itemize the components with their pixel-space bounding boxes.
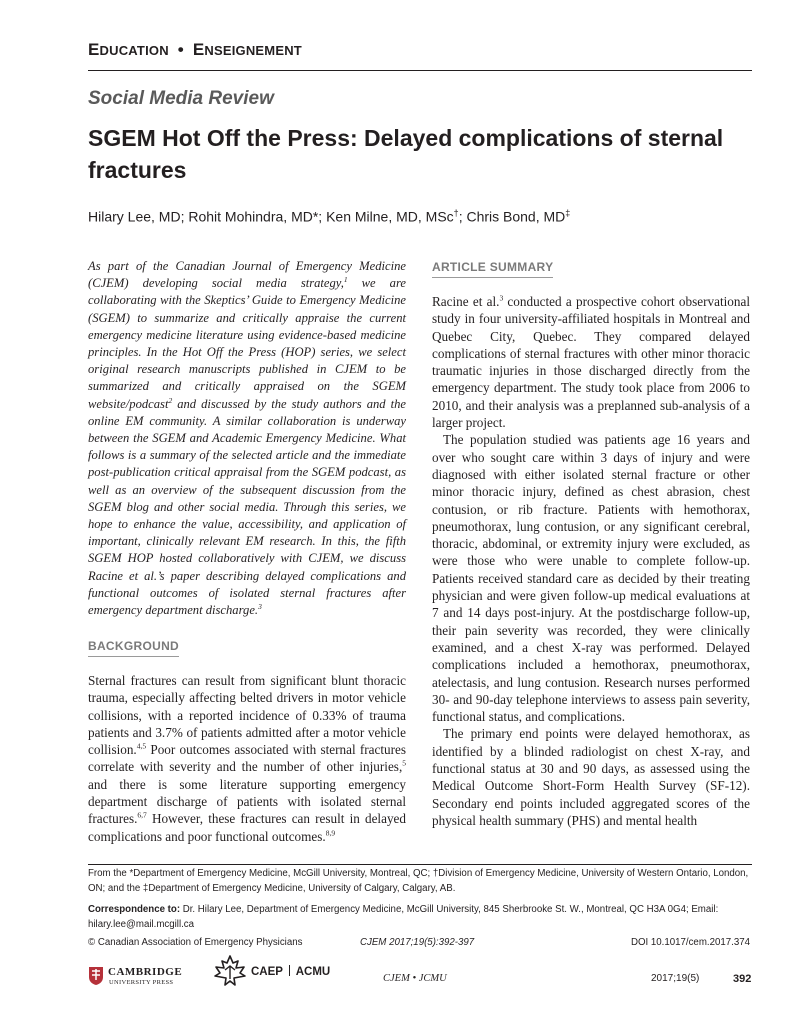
article-summary-heading-text: ARTICLE SUMMARY — [432, 260, 553, 278]
cambridge-press: UNIVERSITY PRESS — [109, 979, 174, 986]
ref-2[interactable]: 2 — [168, 395, 173, 405]
background-text-3: and there is some literature supporting emergency department discharge of patients with isolated sternal fractures. — [88, 776, 406, 827]
correspondence-label: Correspondence to: — [88, 904, 181, 915]
background-heading — [88, 639, 406, 653]
cambridge-shield-icon — [88, 966, 104, 986]
caep-divider — [289, 965, 290, 976]
header-enseignement-initial: E — [192, 40, 205, 59]
correspondence-footnote — [88, 903, 752, 932]
header-enseignement-rest: NSEIGNEMENT — [204, 43, 302, 58]
header-education-initial: E — [88, 40, 100, 59]
copyright-text: © Canadian Association of Emergency Physicians — [88, 937, 303, 948]
intro-text-3: and discussed by the study authors and the online EM community. A similar collaboration is underway between the SGEM and Academic Emergency Medicine. What follows is a summary of the selected article and the immediate post-publication critical appraisal from the SGEM podcast, as well as an overview of the subsequent discussion from the SGEM blog and other social media. Through this series, we hope to enhance the value, accessibility, and application of important, clinically relevant EM research. In this, the fifth SGEM HOP hosted collaboratively with CJEM, we discuss Racine et al.’s paper describing delayed complications and functional outcomes of isolated sternal fractures after emergency department discharge. — [88, 396, 406, 618]
ref-3[interactable]: 3 — [258, 601, 262, 611]
author-ddagger: ‡ — [565, 208, 571, 218]
ref-6-7[interactable]: 6,7 — [137, 810, 147, 820]
caep-text — [251, 965, 330, 978]
cambridge-name: CAMBRIDGE — [108, 966, 183, 978]
background-body — [88, 672, 406, 845]
journal-section-header — [88, 40, 302, 60]
summary-paragraph-3: The primary end points were delayed hemothorax, as identified by a blinded radiologist on chest X-ray, and functional status at 30 and 90 days, as assessed using the Medical Outcome Short-Form Health Survey (SF-12). Secondary end points included aggregated scores of the physical health summary (PHS) and mental health — [432, 726, 750, 828]
author-dagger: † — [453, 208, 459, 218]
summary-text-1b: conducted a prospective cohort observational study in four university-affiliated hospitals in Montreal and Quebec City, Quebec. They compared delayed complications of sternal fractures with other minor thoracic traumatic injuries in those discharged directly from the emergency department. The study took place from 2006 to 2010, and their analysis was a preplanned sub-analysis of a larger project. — [432, 294, 750, 431]
intro-paragraph — [88, 258, 406, 619]
footer-volume: 2017;19(5) — [651, 973, 700, 984]
correspondence-text: Dr. Hilary Lee, Department of Emergency Medicine, McGill University, 845 Sherbrooke St. W., Montreal, QC H3A 0G4; Email: hilary.lee@mail.mcgill.ca — [88, 904, 719, 930]
authors-part-1: Hilary Lee, MD; Rohit Mohindra, MD*; Ken Milne, MD, MSc — [88, 208, 454, 225]
footnote-rule — [88, 864, 752, 865]
section-label: Social Media Review — [88, 88, 274, 109]
footer-journal: CJEM • JCMU — [383, 973, 447, 984]
ref-8-9[interactable]: 8,9 — [325, 828, 336, 838]
article-title: SGEM Hot Off the Press: Delayed complications of sternal fractures — [88, 125, 724, 183]
acmu-label: ACMU — [295, 966, 331, 978]
header-separator: • — [177, 40, 184, 59]
authors-part-2: ; Chris Bond, MD — [458, 208, 566, 225]
ref-3-summary[interactable]: 3 — [499, 293, 504, 303]
page-number: 392 — [733, 973, 752, 985]
intro-text-2: we are collaborating with the Skeptics’ Guide to Emergency Medicine (SGEM) to summarize and critically appraise the current emergency medicine literature using evidence-based medicine principles. In the Hot Off the Press (HOP) series, we select original research manuscripts published in CJEM to be summarized and critically appraised on the SGEM website/podcast — [88, 276, 406, 411]
article-summary-heading — [432, 260, 750, 274]
summary-text-1a: Racine et al. — [432, 294, 500, 309]
caep-label: CAEP — [251, 966, 283, 978]
caep-maple-leaf-icon — [213, 954, 247, 988]
intro-text-1: As part of the Canadian Journal of Emergency Medicine (CJEM) developing social media strategy, — [88, 259, 406, 291]
background-text-1: Sternal fractures can result from significant blunt thoracic trauma, especially affecting belted drivers in motor vehicle collisions, with a reported incidence of 0.33% of trauma patients and 3.7% of patients admitted after a motor vehicle collision. — [88, 673, 406, 758]
background-text-4: However, these fractures can result in delayed complications and poor functional outcomes. — [88, 811, 406, 844]
caep-acmu-logo — [213, 954, 343, 994]
background-heading-text: BACKGROUND — [88, 639, 179, 657]
header-rule — [88, 70, 752, 71]
author-list — [88, 208, 570, 225]
summary-paragraph-1 — [432, 293, 750, 431]
summary-paragraph-2: The population studied was patients age 16 years and over who sought care within 3 days of injury and were diagnosed with either isolated sternal fracture or other minor thoracic injury, defined as chest abrasion, chest contusion, or rib fracture. Patients with hemothorax, pneumothorax, lung contusion, or any significant cerebral, thoracic, abdominal, or extremity injury were excluded, as were those who were unable to complete follow-up. Patients received standard care as decided by their treating physician and were given follow-up medical evaluations at 7 and 14 days post-injury. At the postdischarge follow-up, their pain severity was recorded, they were clinically examined, and a chest X-ray was performed. Delayed complications included a hemothorax, pneumothorax, atelectasis, and lung contusion. Research nurses performed 30- and 90-day telephone interviews to assess pain severity, functional status, and complications. — [432, 432, 750, 725]
ref-4-5[interactable]: 4,5 — [136, 741, 147, 751]
affiliations-footnote: From the *Department of Emergency Medicine, McGill University, Montreal, QC; †Division of Emergency Medicine, University of Western Ontario, London, ON; and the ‡Department of Emergency Medicine, University of Calgary, Calgary, AB. — [88, 868, 749, 894]
ref-1[interactable]: 1 — [343, 275, 348, 285]
background-text-2: Poor outcomes associated with sternal fractures correlate with severity and the number of other injuries, — [88, 742, 406, 775]
ref-5[interactable]: 5 — [402, 759, 406, 769]
background-paragraph — [88, 672, 406, 845]
doi-link[interactable]: DOI 10.1017/cem.2017.374 — [630, 937, 750, 948]
citation-text: CJEM 2017;19(5):392-397 — [360, 937, 475, 948]
cambridge-logo — [88, 965, 188, 989]
header-education-rest: DUCATION — [99, 43, 169, 58]
article-summary-body — [432, 293, 750, 829]
